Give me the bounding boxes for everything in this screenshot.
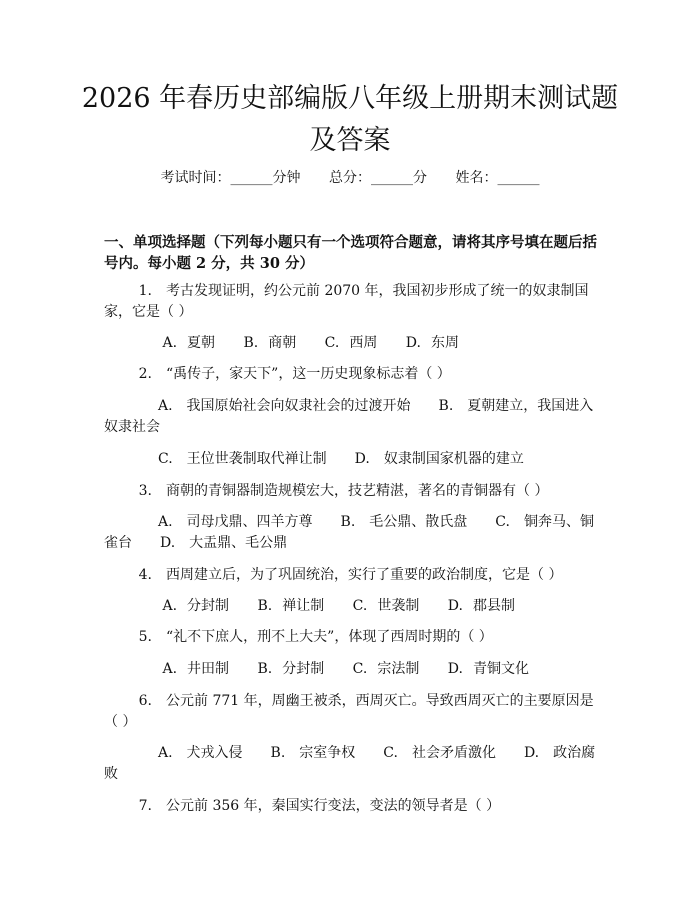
option-b: B. 分封制 — [257, 661, 325, 677]
option-b: B. 禅让制 — [257, 598, 325, 614]
question-text: “禹传子，家天下”，这一历史现象标志着（ ） — [166, 366, 451, 382]
question-5-options — [104, 659, 604, 680]
document-title — [60, 78, 640, 162]
question-5: 5. “礼不下庶人，刑不上大夫”，体现了西周时期的（ ） — [138, 629, 493, 645]
question-6-options: A. 犬戎入侵 B. 宗室争权 C. 社会矛盾激化 D. 政治腐败 — [104, 745, 596, 782]
question-6: 6. 公元前 771 年，周幽王被杀，西周灭亡。导致西周灭亡的主要原因是（ ） — [104, 693, 594, 730]
option-b: B. 商朝 — [243, 335, 297, 351]
option-c: C. 宗法制 — [352, 661, 420, 677]
question-text: 西周建立后，为了巩固统治，实行了重要的政治制度，它是（ ） — [166, 567, 563, 583]
option-c: C. 西周 — [324, 335, 378, 351]
title-line-1: 2026 年春历史部编版八年级上册期末测试题 — [81, 83, 619, 114]
question-3: 3. 商朝的青铜器制造规模宏大，技艺精湛，著名的青铜器有（ ） — [138, 483, 549, 499]
option-a: A. 夏朝 — [162, 335, 216, 351]
option-d: D. 东周 — [405, 335, 459, 351]
question-1: 1. 考古发现证明，约公元前 2070 年，我国初步形成了统一的奴隶制国家，它是（ ） — [104, 283, 589, 320]
option-a: A. 井田制 — [162, 661, 230, 677]
question-7: 7. 公元前 356 年，秦国实行变法，变法的领导者是（ ） — [138, 798, 501, 814]
section-heading: 一、单项选择题（下列每小题只有一个选项符合题意，请将其序号填在题后括号内。每小题 2 分，共 30 分） — [104, 234, 597, 272]
option-a: A. 分封制 — [162, 598, 230, 614]
exam-time: 考试时间：______分钟 — [160, 170, 301, 186]
option-d: D. 青铜文化 — [447, 661, 529, 677]
question-text: “礼不下庶人，刑不上大夫”，体现了西周时期的（ ） — [166, 629, 493, 645]
question-text: 公元前 356 年，秦国实行变法，变法的领导者是（ ） — [166, 798, 501, 814]
option-d: D. 郡县制 — [447, 598, 515, 614]
question-text: 公元前 771 年，周幽王被杀，西周灭亡。导致西周灭亡的主要原因是（ ） — [104, 693, 594, 730]
question-text: 商朝的青铜器制造规模宏大，技艺精湛，著名的青铜器有（ ） — [166, 483, 549, 499]
question-4-options — [104, 596, 604, 617]
question-2: 2. “禹传子，家天下”，这一历史现象标志着（ ） — [138, 366, 451, 382]
student-name: 姓名：______ — [455, 170, 540, 186]
exam-info — [0, 168, 700, 188]
total-score: 总分：______分 — [329, 170, 427, 186]
question-1-options — [104, 333, 604, 354]
question-2-options-line-1: A. 我国原始社会向奴隶社会的过渡开始 B. 夏朝建立，我国进入奴隶社会 — [104, 398, 594, 435]
question-3-options: A. 司母戊鼎、四羊方尊 B. 毛公鼎、散氏盘 C. 铜奔马、铜雀台 D. 大盂鼎、毛公鼎 — [104, 514, 594, 551]
question-text: 考古发现证明，约公元前 2070 年，我国初步形成了统一的奴隶制国家，它是（ ） — [104, 283, 589, 320]
title-line-2: 及答案 — [309, 125, 391, 156]
question-4: 4. 西周建立后，为了巩固统治，实行了重要的政治制度，它是（ ） — [138, 567, 563, 583]
option-c: C. 世袭制 — [352, 598, 420, 614]
question-2-options-line-2: C. 王位世袭制取代禅让制 D. 奴隶制国家机器的建立 — [158, 451, 524, 467]
